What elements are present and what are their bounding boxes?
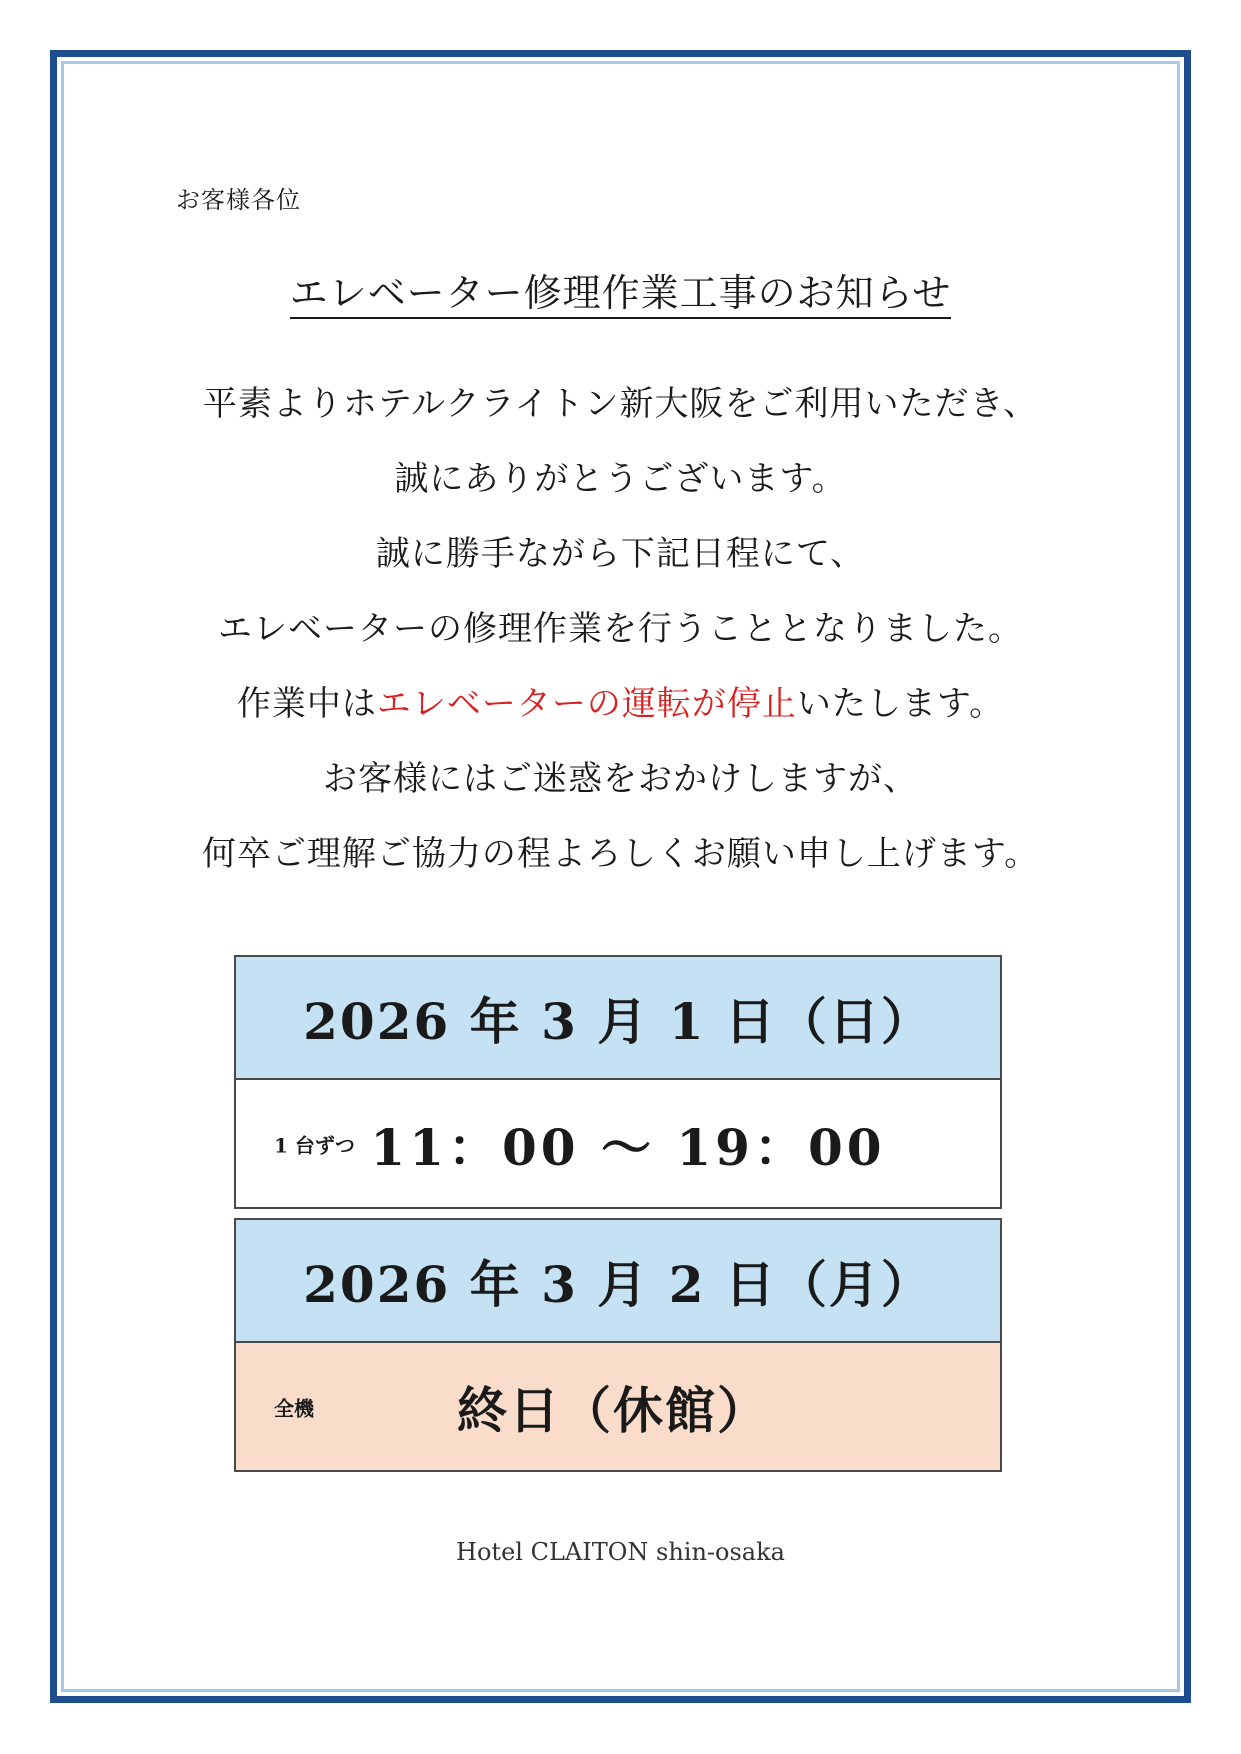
notice-title — [0, 262, 1241, 317]
schedule-time-row — [236, 1080, 1000, 1207]
schedule-block-day1 — [234, 955, 1002, 1209]
body-line-highlight — [0, 680, 1241, 755]
body-line: 何卒ご理解ご協力の程よろしくお願い申し上げます。 — [201, 834, 1040, 874]
highlight-text: エレベーターの運転が停止 — [376, 684, 797, 724]
schedule-allday: 終日（休館） — [457, 1380, 769, 1440]
schedule-date — [236, 1220, 1000, 1343]
highlight-prefix: 作業中は — [236, 684, 377, 724]
body-line: 平素よりホテルクライトン新大阪をご利用いただき、 — [202, 384, 1039, 424]
highlight-suffix: いたします。 — [796, 684, 1005, 724]
salutation: お客様各位 — [176, 186, 301, 214]
schedule-allday-row — [236, 1343, 1000, 1470]
schedule-date-text: 2026 年 3 月 2 日（月） — [303, 1254, 933, 1314]
notice-body — [0, 380, 1241, 905]
schedule-tag: 1 台ずつ — [274, 1133, 355, 1157]
schedule-date — [236, 957, 1000, 1080]
schedule-block-day2 — [234, 1218, 1002, 1472]
body-line: エレベーターの修理作業を行うこととなりました。 — [218, 609, 1023, 649]
body-line: 誠にありがとうございます。 — [394, 459, 847, 499]
schedule-tag: 全機 — [274, 1396, 314, 1420]
body-line: 誠に勝手ながら下記日程にて、 — [375, 534, 866, 574]
schedule-time: 11：00 ～ 19：00 — [370, 1117, 886, 1177]
hotel-name-footer: Hotel CLAITON shin-osaka — [456, 1538, 785, 1566]
notice-title-text: エレベーター修理作業工事のお知らせ — [290, 271, 952, 319]
body-line: お客様にはご迷惑をおかけしますが、 — [323, 759, 918, 799]
schedule-date-text: 2026 年 3 月 1 日（日） — [303, 991, 933, 1051]
